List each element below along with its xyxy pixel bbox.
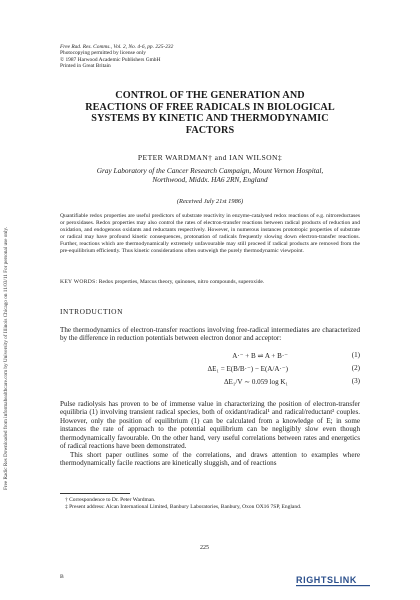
footnotes [60,497,360,510]
affiliation-line: Northwood, Middx. HA6 2RN, England [152,174,268,184]
download-side-note: Free Radic Res Downloaded from informahealthcare.com by University of Illinois Chicago on 11/03/11 For personal use only. [3,227,9,490]
title-line: FACTORS [185,124,235,136]
equation-1 [60,351,360,364]
footer-mark: B [60,574,64,580]
rightslink-logo [296,572,396,588]
equation-expression: ΔE₁/V ∼ 0.059 log K₁ [224,378,288,386]
authors: PETER WARDMAN† and IAN WILSON‡ [137,153,283,162]
footnote-address: ‡ Present address: Alcan International Limited, Banbury Laboratories, Banbury, Oxon OX16 7SP, England. [65,503,302,510]
body-text [60,400,360,468]
abstract: Quantifiable redox properties are useful predictors of substrate reactivity in enzyme-catalysed redox reactions of e.g. nitroreductases or peroxidases. Redox properties may also control the rates of electron-transfer reactions between radical products of reduction and oxidation, and endogenous oxidants and reductants respectively. However, in numerous instances prototropic properties of substrate or radical may have profound kinetic consequences, protonation of radicals frequently slowing down electron-transfer reactions. Further, reactions which are thermodynamically extremely unfavourable may still proceed if radical products are removed from the pre-equilibrium efficiently. Thus kinetic considerations often outweigh the purely thermodynamic viewpoint. [60,213,360,254]
footnote-divider [60,493,130,494]
received-date: (Received July 21st 1986) [176,198,244,205]
affiliation [60,167,360,184]
body-paragraph: This short paper outlines some of the correlations, and draws attention to examples where thermodynamically facile reactions are kinetically sluggish, and of reactions [60,450,360,468]
footnote-correspondence: † Correspondence to Dr. Peter Wardman. [65,497,156,503]
equation-number: (2) [351,364,360,372]
equation-expression: ΔE₁ = E(B/B·⁻) − E(A/A·⁻) [207,365,288,373]
photocopy-permission: Photocopying permitted by license only [60,50,146,57]
affiliation-line: Gray Laboratory of the Cancer Research Campaign, Mount Vernon Hospital, [96,166,324,175]
equation-expression: A·⁻ + B ⇌ A + B·⁻ [232,352,288,360]
printed-in: Printed in Great Britain [60,63,111,70]
keywords-text: Redox properties, Marcus theory, quinones, nitro compounds, superoxide. [98,279,265,285]
journal-citation: Free Rad. Res. Comms., Vol. 2, No. 4-6, pp. 225-232 [60,44,174,50]
equation-2 [60,364,360,377]
journal-header [60,44,173,70]
keywords [60,279,360,286]
paper-title [60,90,360,136]
copyright-line: © 1987 Harwood Academic Publishers GmbH [60,56,161,63]
title-line: CONTROL OF THE GENERATION AND [115,90,305,101]
body-paragraph: Pulse radiolysis has proven to be of immense value in characterizing the position of electron-transfer equilibria (1) involving transient radical species, both of oxidant/radical¹ and radical/reductant² couples. However, only the position of equilibrium (1) can be calculated from a knowledge of E; in some instances the rate of approach to the potential equilibrium can be negligibly slow even though thermodynamically favourable. On the other hand, very useful correlations between rates and energetics of radical reactions have been demonstrated. [60,400,360,451]
intro-paragraph: The thermodynamics of electron-transfer reactions involving free-radical intermediates are characterized by the difference in reduction potentials between electron donor and acceptor: [60,326,360,343]
equation-number: (3) [351,377,360,385]
equation-block [60,351,360,390]
logo-wordmark: RIGHTSLINK [296,575,357,585]
title-line: REACTIONS OF FREE RADICALS IN BIOLOGICAL [85,101,335,113]
equation-3 [60,377,360,390]
keywords-label: KEY WORDS: [60,279,98,285]
section-heading: INTRODUCTION [60,307,124,316]
title-line: SYSTEMS BY KINETIC AND THERMODYNAMIC [91,113,329,125]
equation-number: (1) [351,351,360,359]
logo-underline [296,585,370,586]
page-number: 225 [200,545,209,551]
